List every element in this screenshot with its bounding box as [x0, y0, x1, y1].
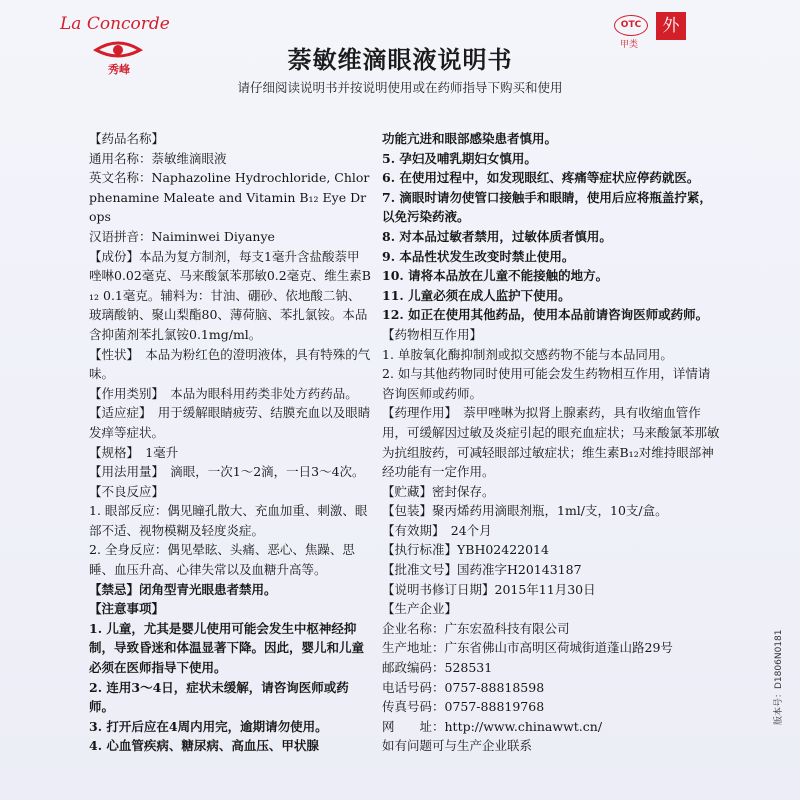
right-paragraph: 【药理作用】 萘甲唑啉为拟肾上腺素药，具有收缩血管作用，可缓解因过敏及炎症引起的眼充血症状；马来酸氯苯那敏为抗组胺药，可减轻眼部过敏症状；维生素B₁₂对维持眼部神经功能有一定作用。	[382, 405, 720, 480]
right-paragraph: 2. 如与其他药物同时使用可能会发生药物相互作用，详情请咨询医师或药师。	[382, 366, 711, 401]
left-paragraph: 2. 连用3～4日，症状未缓解，请咨询医师或药师。	[89, 679, 349, 715]
left-paragraph: 4. 心血管疾病、糖尿病、高血压、甲状腺	[89, 738, 319, 754]
right-paragraph: 企业名称：广东宏盈科技有限公司	[382, 620, 570, 636]
right-paragraph: 【执行标准】YBH02422014	[382, 542, 549, 558]
right-paragraph: 9. 本品性状发生改变时禁止使用。	[382, 248, 575, 264]
left-paragraph: 1. 眼部反应：偶见瞳孔散大、充血加重、刺激、眼部不适、视物模糊及轻度炎症。	[89, 503, 368, 538]
otc-badge: OTC	[614, 15, 648, 36]
right-paragraph: 【说明书修订日期】2015年11月30日	[382, 581, 596, 597]
right-paragraph: 网 址：http://www.chinawwt.cn/	[382, 718, 603, 734]
left-paragraph: 【性状】 本品为粉红色的澄明液体，具有特殊的气味。	[89, 346, 371, 382]
right-paragraph: 【药物相互作用】	[382, 326, 483, 342]
right-paragraph: 【包装】聚丙烯药用滴眼剂瓶，1ml/支，10支/盒。	[382, 503, 668, 519]
left-paragraph: 【用法用量】 滴眼，一次1～2滴，一日3～4次。	[89, 464, 365, 480]
otc-class-label: 甲类	[620, 40, 639, 50]
right-paragraph: 【生产企业】	[382, 601, 458, 617]
right-paragraph: 10. 请将本品放在儿童不能接触的地方。	[382, 268, 609, 284]
document-title: 萘敏维滴眼液说明书	[287, 46, 513, 74]
right-paragraph: 电话号码：0757-88818598	[382, 679, 545, 695]
left-paragraph: 通用名称：萘敏维滴眼液	[89, 150, 227, 166]
left-paragraph: 【药品名称】	[89, 131, 165, 146]
left-paragraph: 【注意事项】	[89, 601, 165, 617]
left-column	[89, 129, 371, 756]
right-paragraph: 12. 如正在使用其他药品，使用本品前请咨询医师或药师。	[382, 307, 709, 323]
left-paragraph: 【规格】 1毫升	[89, 444, 179, 460]
left-paragraph: 【禁忌】闭角型青光眼患者禁用。	[89, 581, 277, 597]
left-paragraph: 3. 打开后应在4周内用完，逾期请勿使用。	[89, 718, 328, 734]
right-paragraph: 【有效期】 24个月	[382, 522, 492, 538]
right-paragraph: 如有问题可与生产企业联系	[382, 738, 533, 754]
left-paragraph: 汉语拼音：Naiminwei Diyanye	[89, 228, 275, 244]
right-paragraph: 8. 对本品过敏者禁用，过敏体质者慎用。	[382, 228, 612, 244]
right-paragraph: 【批准文号】国药准字H20143187	[382, 562, 582, 578]
right-paragraph: 6. 在使用过程中，如发现眼红、疼痛等症状应停药就医。	[382, 170, 700, 186]
document-subtitle: 请仔细阅读说明书并按说明使用或在药师指导下购买和使用	[237, 80, 563, 95]
brand-logo-cn: 秀峰	[108, 63, 130, 76]
left-paragraph: 【适应症】 用于缓解眼睛疲劳、结膜充血以及眼睛发痒等症状。	[89, 405, 371, 440]
right-column	[382, 129, 722, 756]
left-paragraph: 2. 全身反应：偶见晕眩、头痛、恶心、焦躁、思睡、血压升高、心律失常以及血糖升高等。	[89, 542, 355, 578]
right-paragraph: 5. 孕妇及哺乳期妇女慎用。	[382, 150, 537, 166]
external-use-badge: 外	[656, 12, 686, 40]
left-paragraph: 【不良反应】	[89, 483, 165, 499]
right-paragraph: 【贮藏】密封保存。	[382, 483, 495, 499]
version-code: 版本号：D1806N0181	[774, 629, 784, 725]
right-paragraph: 传真号码：0757-88819768	[382, 699, 545, 715]
right-paragraph: 1. 单胺氧化酶抑制剂或拟交感药物不能与本品同用。	[382, 346, 673, 362]
brand-logo-en: La Concorde	[60, 14, 170, 34]
right-paragraph: 邮政编码：528531	[382, 660, 493, 676]
left-paragraph: 1. 儿童，尤其是婴儿使用可能会发生中枢神经抑制，导致昏迷和体温显著下降。因此，婴儿和儿童必须在医师指导下使用。	[89, 620, 365, 676]
left-paragraph: 【作用类别】 本品为眼科用药类非处方药药品。	[89, 385, 358, 401]
left-paragraph: 英文名称：Naphazoline Hydrochloride, Chlorphenamine Maleate and Vitamin B₁₂ Eye Drops	[89, 170, 370, 225]
left-paragraph: 【成份】本品为复方制剂，每支1毫升含盐酸萘甲唑啉0.02毫克、马来酸氯苯那敏0.2毫克、维生素B₁₂ 0.1毫克。辅料为：甘油、硼砂、依地酸二钠、玻璃酸钠、聚山梨酯80、薄荷脑、苯扎氯铵。本品含抑菌剂苯扎氯铵0.1mg/ml。	[89, 248, 371, 342]
right-paragraph: 生产地址：广东省佛山市高明区荷城街道蓬山路29号	[382, 640, 673, 656]
right-paragraph: 11. 儿童必须在成人监护下使用。	[382, 287, 571, 303]
right-paragraph: 7. 滴眼时请勿使管口接触手和眼睛，使用后应将瓶盖拧紧，以免污染药液。	[382, 189, 712, 225]
right-paragraph: 功能亢进和眼部感染患者慎用。	[382, 131, 558, 146]
